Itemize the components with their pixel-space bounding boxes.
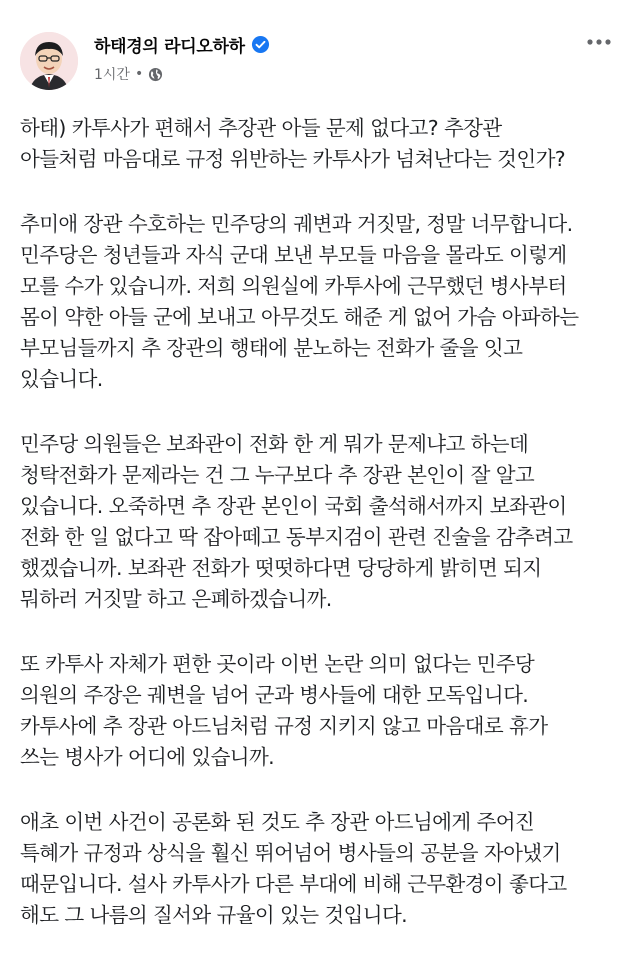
author-name[interactable]: 하태경의 라디오하하	[94, 36, 245, 57]
text-line: 모를 수가 있습니까. 저희 의원실에 카투사에 근무했던 병사부터	[20, 274, 567, 298]
post-paragraph	[20, 113, 636, 175]
text-line: 있습니다.	[20, 367, 103, 391]
more-options-button[interactable]	[584, 30, 614, 54]
text-line: 추미애 장관 수호하는 민주당의 궤변과 거짓말, 정말 너무합니다.	[20, 212, 573, 236]
more-options-icon	[586, 38, 612, 46]
text-line: 또 카투사 자체가 편한 곳이라 이번 논란 의미 없다는 민주당	[20, 652, 535, 676]
text-line: 특혜가 규정과 상식을 훨신 뛰어넘어 병사들의 공분을 자아냈기	[20, 841, 561, 865]
avatar-caricature-icon	[20, 32, 78, 90]
post-paragraph	[20, 209, 636, 395]
text-line: 해도 그 나름의 질서와 규율이 있는 것입니다.	[20, 903, 408, 927]
post-header	[0, 0, 640, 100]
globe-icon[interactable]	[148, 67, 163, 82]
post-paragraph	[20, 429, 636, 615]
text-line: 쓰는 병사가 어디에 있습니까.	[20, 745, 275, 769]
post-paragraph	[20, 807, 636, 931]
text-line: 애초 이번 사건이 공론화 된 것도 추 장관 아드님에게 주어진	[20, 810, 535, 834]
text-line: 아들처럼 마음대로 규정 위반하는 카투사가 넘쳐난다는 것인가?	[20, 147, 566, 171]
text-line: 민주당은 청년들과 자식 군대 보낸 부모들 마음을 몰라도 이렇게	[20, 243, 567, 267]
text-line: 몸이 약한 아들 군에 보내고 아무것도 해준 게 없어 가슴 아파하는	[20, 305, 579, 329]
post-paragraph	[20, 649, 636, 773]
text-line: 민주당 의원들은 보좌관이 전화 한 게 뭐가 문제냐고 하는데	[20, 432, 529, 456]
text-line: 있습니다. 오죽하면 추 장관 본인이 국회 출석해서까지 보좌관이	[20, 494, 567, 518]
post-meta	[94, 64, 163, 84]
text-line: 뭐하러 거짓말 하고 은폐하겠습니까.	[20, 587, 332, 611]
verified-badge-icon	[251, 35, 270, 54]
text-line: 청탁전화가 문제라는 건 그 누구보다 추 장관 본인이 잘 알고	[20, 463, 535, 487]
avatar[interactable]	[20, 32, 78, 90]
text-line: 카투사에 추 장관 아드님처럼 규정 지키지 않고 마음대로 휴가	[20, 714, 548, 738]
post-body	[20, 113, 636, 965]
text-line: 하태) 카투사가 편해서 추장관 아들 문제 없다고? 추장관	[20, 116, 502, 140]
post-timestamp[interactable]: 1시간	[94, 67, 130, 83]
text-line: 때문입니다. 설사 카투사가 다른 부대에 비해 근무환경이 좋다고	[20, 872, 567, 896]
meta-separator: •	[134, 66, 144, 82]
author-line	[94, 32, 270, 56]
text-line: 의원의 주장은 궤변을 넘어 군과 병사들에 대한 모독입니다.	[20, 683, 529, 707]
text-line: 했겠습니까. 보좌관 전화가 떳떳하다면 당당하게 밝히면 되지	[20, 556, 542, 580]
text-line: 부모님들까지 추 장관의 행태에 분노하는 전화가 줄을 잇고	[20, 336, 523, 360]
text-line: 전화 한 일 없다고 딱 잡아떼고 동부지검이 관련 진술을 감추려고	[20, 525, 573, 549]
